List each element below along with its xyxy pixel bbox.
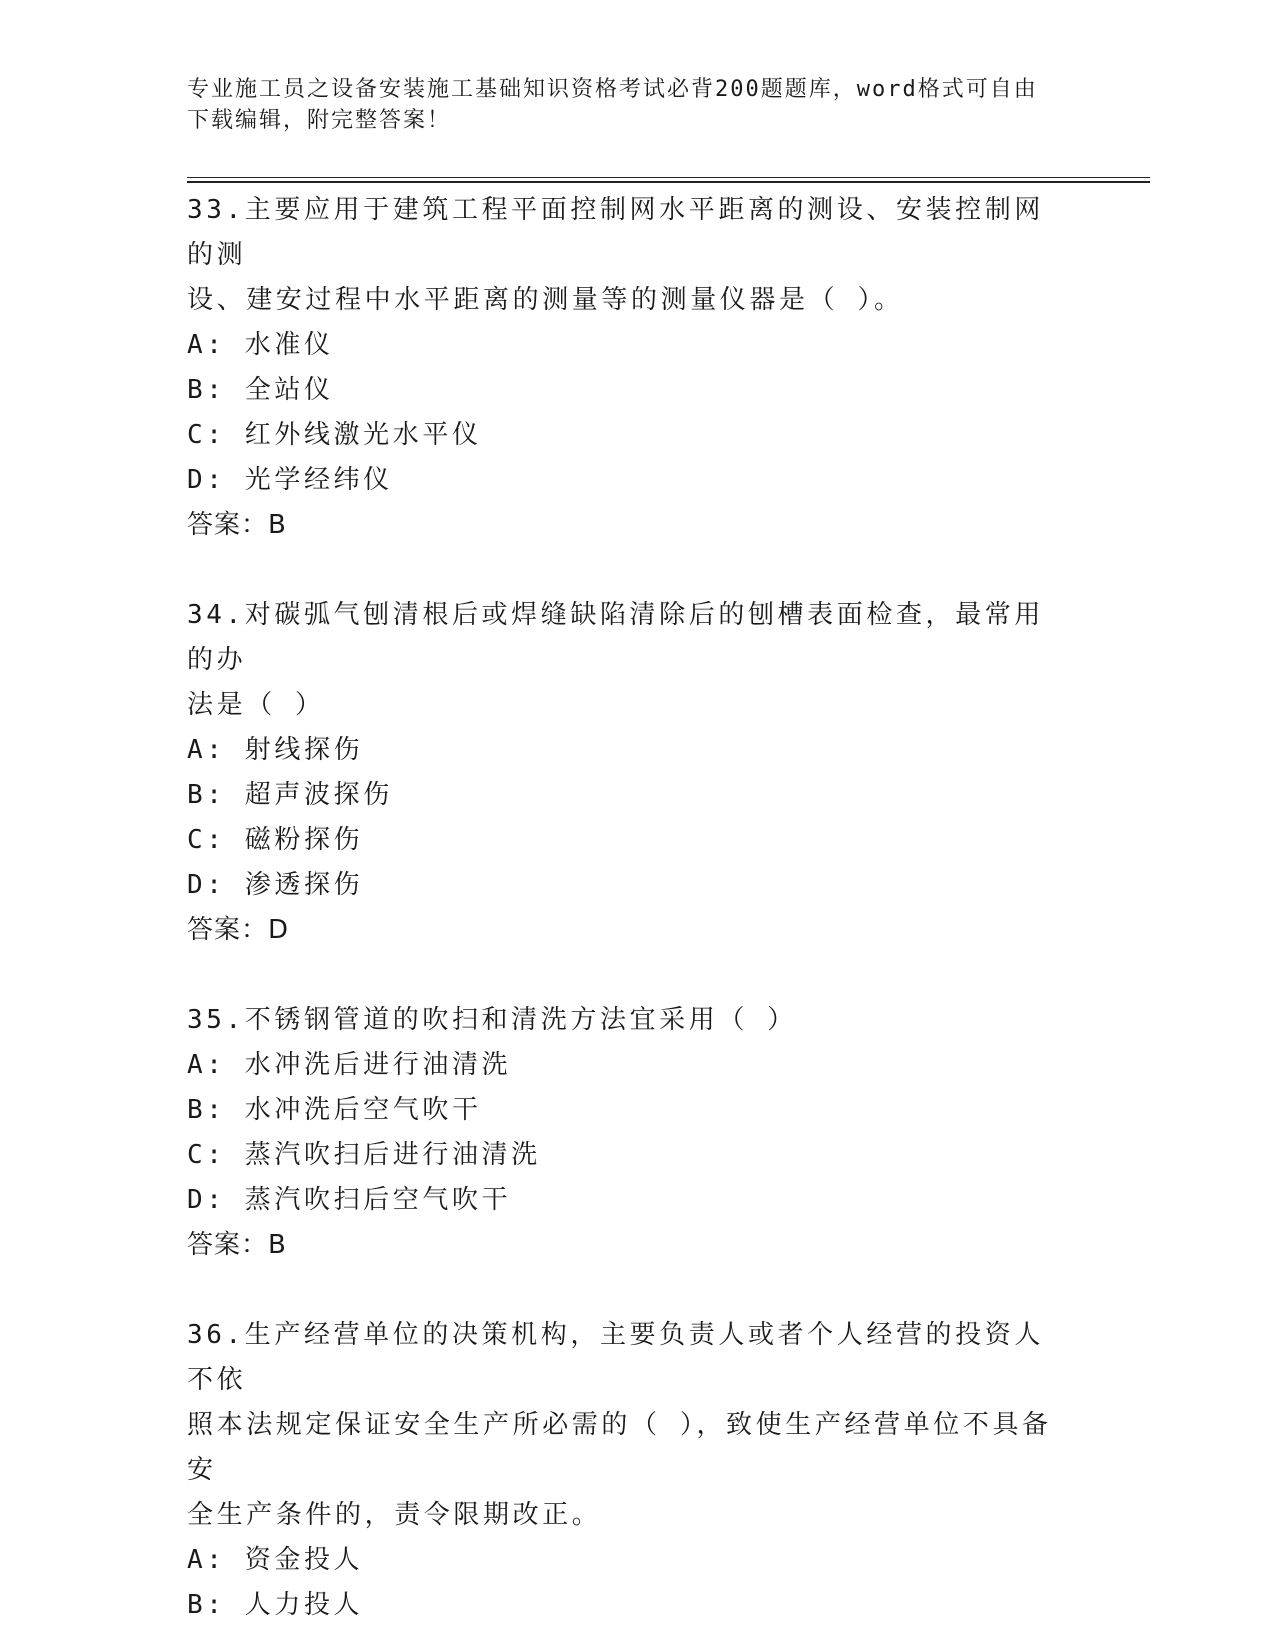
option-c: C: 磁粉探伤: [187, 825, 364, 855]
document-header: [187, 74, 1067, 136]
option-a: A: 资金投人: [187, 1545, 364, 1575]
question-text-line: 34.对碳弧气刨清根后或焊缝缺陷清除后的刨槽表面检查，最常用的办: [187, 600, 1044, 675]
option-d: D: 渗透探伤: [187, 870, 364, 900]
question-text-line: 法是（ ）: [187, 690, 325, 720]
question-spacer: [187, 1268, 1087, 1313]
option-d: D: 光学经纬仪: [187, 465, 393, 495]
question-spacer: [187, 548, 1087, 593]
question-text-line: 全生产条件的，责令限期改正。: [187, 1500, 602, 1530]
header-divider: [187, 177, 1150, 183]
option-d: D: 蒸汽吹扫后空气吹干: [187, 1185, 512, 1215]
question-list: [187, 188, 1087, 1628]
question-35: [187, 998, 1087, 1268]
question-34: [187, 593, 1087, 953]
answer-line: 答案：B: [187, 510, 287, 540]
question-spacer: [187, 953, 1087, 998]
option-b: B: 人力投人: [187, 1590, 364, 1620]
question-text-line: 35.不锈钢管道的吹扫和清洗方法宜采用（ ）: [187, 1005, 797, 1035]
question-text-line: 设、建安过程中水平距离的测量等的测量仪器是（ ）。: [187, 285, 904, 315]
header-line-2: 下载编辑，附完整答案！: [187, 108, 452, 133]
question-text-line: 33.主要应用于建筑工程平面控制网水平距离的测设、安装控制网的测: [187, 195, 1044, 270]
option-a: A: 水准仪: [187, 330, 334, 360]
answer-line: 答案：B: [187, 1230, 287, 1260]
answer-line: 答案：D: [187, 915, 290, 945]
option-b: B: 超声波探伤: [187, 780, 393, 810]
option-c: C: 蒸汽吹扫后进行油清洗: [187, 1140, 541, 1170]
header-line-1: 专业施工员之设备安装施工基础知识资格考试必背200题题库，word格式可自由: [187, 77, 1038, 102]
option-b: B: 水冲洗后空气吹干: [187, 1095, 482, 1125]
question-33: [187, 188, 1087, 548]
option-a: A: 射线探伤: [187, 735, 364, 765]
option-a: A: 水冲洗后进行油清洗: [187, 1050, 512, 1080]
question-text-line: 36.生产经营单位的决策机构，主要负责人或者个人经营的投资人不依: [187, 1320, 1044, 1395]
option-c: C: 红外线激光水平仪: [187, 420, 482, 450]
question-text-line: 照本法规定保证安全生产所必需的（ ），致使生产经营单位不具备安: [187, 1410, 1052, 1485]
question-36: [187, 1313, 1087, 1628]
option-b: B: 全站仪: [187, 375, 334, 405]
